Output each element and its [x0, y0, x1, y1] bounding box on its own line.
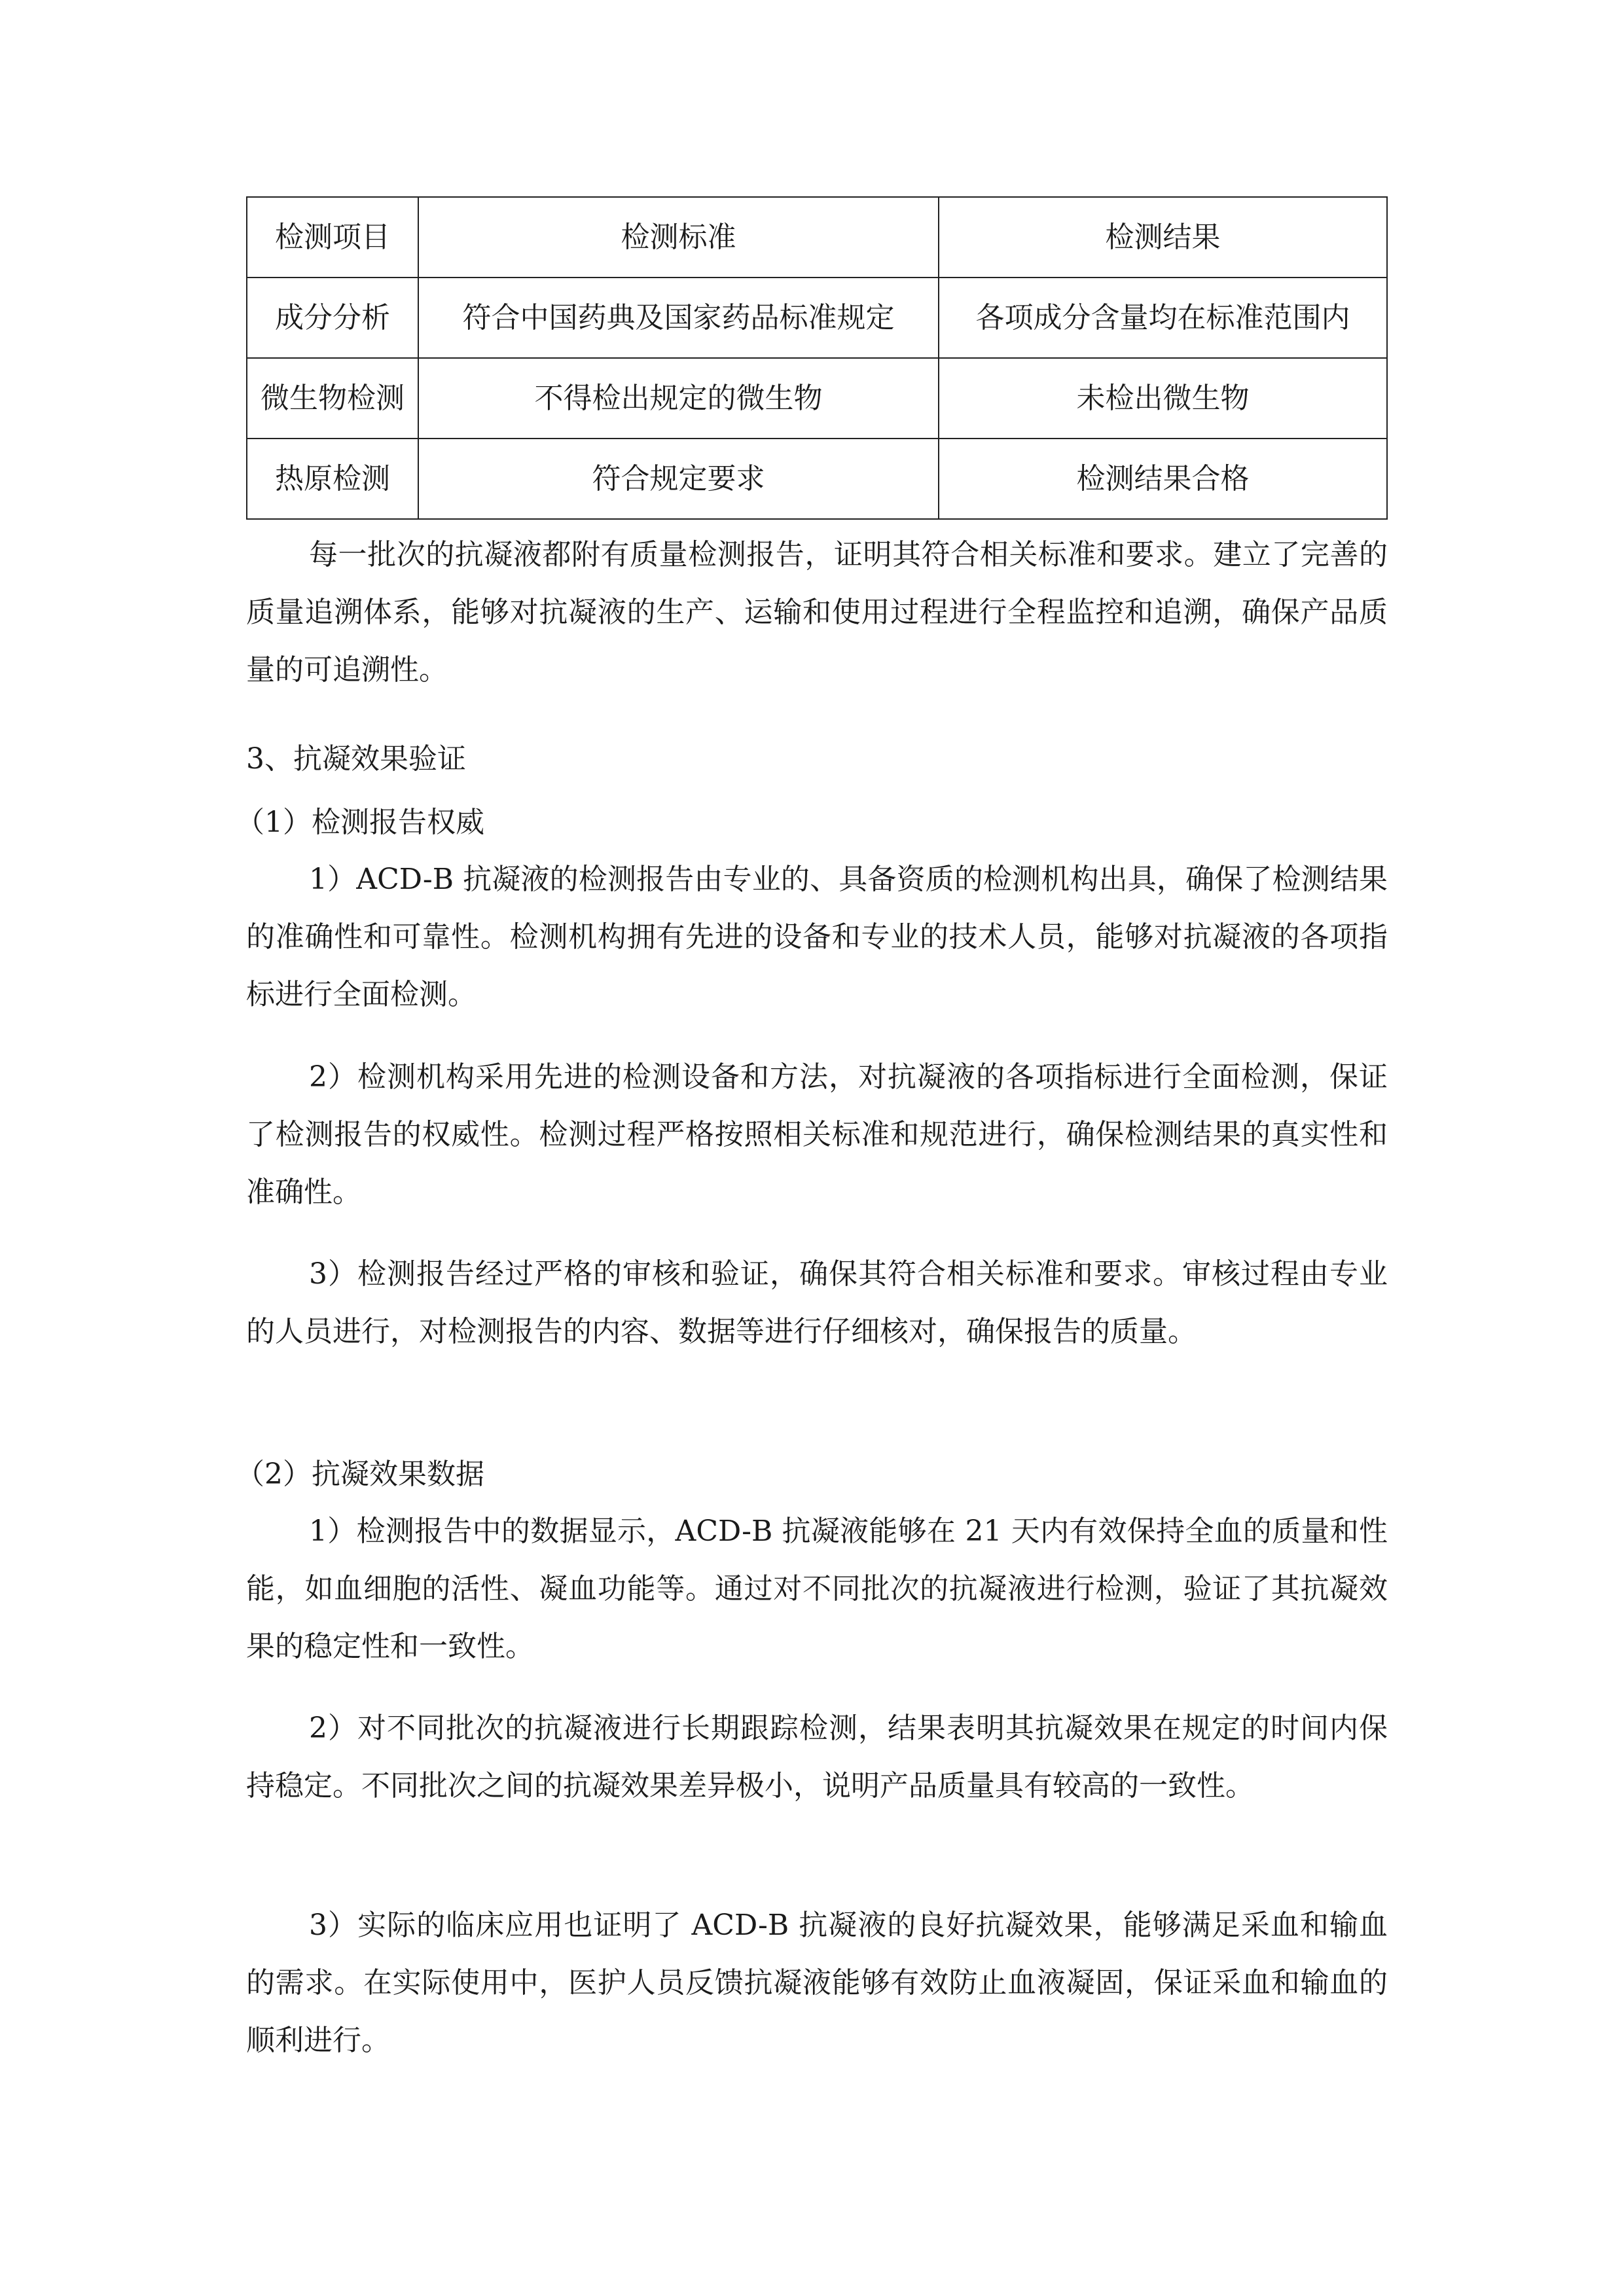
- table-cell: 未检出微生物: [939, 358, 1387, 439]
- table-header-cell: 检测标准: [418, 197, 939, 278]
- subsection-title: （1）检测报告权威: [236, 806, 484, 839]
- intro-paragraph: 每一批次的抗凝液都附有质量检测报告，证明其符合相关标准和要求。建立了完善的质量追溯体系，能够对抗凝液的生产、运输和使用过程进行全程监控和追溯，确保产品质量的可追溯性。: [246, 538, 1388, 687]
- table-cell: 不得检出规定的微生物: [418, 358, 939, 439]
- paragraph: 1）检测报告中的数据显示，ACD-B 抗凝液能够在 21 天内有效保持全血的质量和性能，如血细胞的活性、凝血功能等。通过对不同批次的抗凝液进行检测，验证了其抗凝效果的稳定性和一致性。: [246, 1515, 1388, 1663]
- section-title: 3、抗凝效果验证: [246, 742, 466, 776]
- paragraph: 2）检测机构采用先进的检测设备和方法，对抗凝液的各项指标进行全面检测，保证了检测报告的权威性。检测过程严格按照相关标准和规范进行，确保检测结果的真实性和准确性。: [246, 1060, 1388, 1209]
- table-cell: 微生物检测: [247, 358, 418, 439]
- table-header-row: [247, 197, 1387, 278]
- table-cell: 成分分析: [247, 278, 418, 358]
- paragraph: 2）对不同批次的抗凝液进行长期跟踪检测，结果表明其抗凝效果在规定的时间内保持稳定。不同批次之间的抗凝效果差异极小，说明产品质量具有较高的一致性。: [246, 1712, 1388, 1803]
- subsection-title: （2）抗凝效果数据: [236, 1458, 484, 1491]
- paragraph: 3）实际的临床应用也证明了 ACD-B 抗凝液的良好抗凝效果，能够满足采血和输血的需求。在实际使用中，医护人员反馈抗凝液能够有效防止血液凝固，保证采血和输血的顺利进行。: [246, 1909, 1388, 2057]
- table-header-cell: 检测项目: [247, 197, 418, 278]
- table-cell: 符合中国药典及国家药品标准规定: [418, 278, 939, 358]
- table-cell: 热原检测: [247, 439, 418, 519]
- paragraph: 1）ACD-B 抗凝液的检测报告由专业的、具备资质的检测机构出具，确保了检测结果的准确性和可靠性。检测机构拥有先进的设备和专业的技术人员，能够对抗凝液的各项指标进行全面检测。: [246, 863, 1388, 1011]
- paragraph: 3）检测报告经过严格的审核和验证，确保其符合相关标准和要求。审核过程由专业的人员进行，对检测报告的内容、数据等进行仔细核对，确保报告的质量。: [246, 1257, 1388, 1348]
- table-cell: 各项成分含量均在标准范围内: [939, 278, 1387, 358]
- table-header-cell: 检测结果: [939, 197, 1387, 278]
- table-row: [247, 439, 1387, 519]
- table-row: [247, 278, 1387, 358]
- quality-test-table: [246, 196, 1388, 520]
- table-row: [247, 358, 1387, 439]
- table-cell: 符合规定要求: [418, 439, 939, 519]
- table-cell: 检测结果合格: [939, 439, 1387, 519]
